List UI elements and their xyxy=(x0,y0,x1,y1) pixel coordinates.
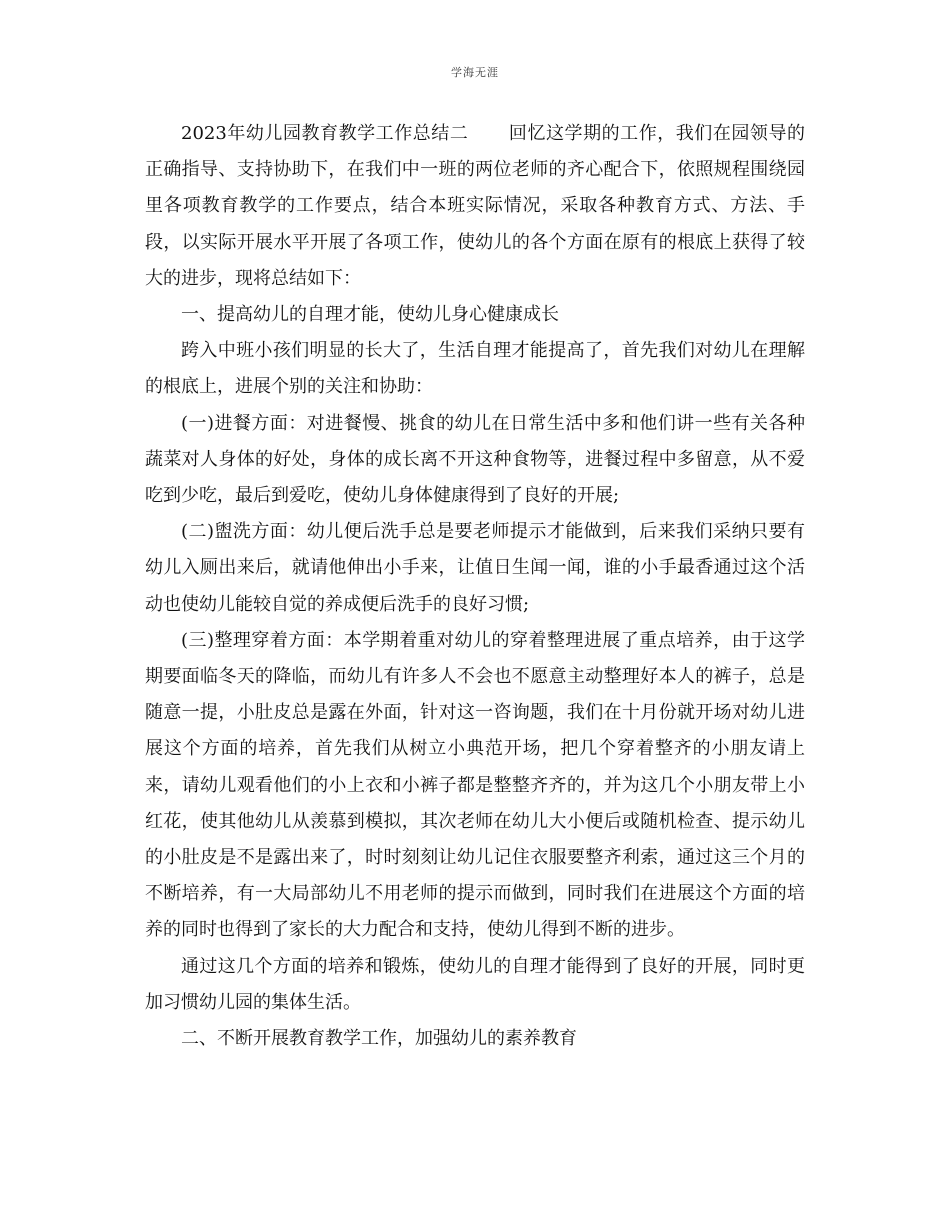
section-heading-2: 二、不断开展教育教学工作，加强幼儿的素养教育 xyxy=(181,1028,577,1050)
page-header: 学海无涯 xyxy=(451,66,499,79)
paragraph-intro xyxy=(145,116,805,297)
intro-text: 回忆这学期的工作，我们在园领导的正确指导、支持协助下，在我们中一班的两位老师的齐心配合下，依照规程围绕园里各项教育教学的工作要点，结合本班实际情况，采取各种教育方式、方法、手段，以实际开展水平开展了各项工作，使幼儿的各个方面在原有的根底上获得了较大的进步，现将总结如下： xyxy=(145,123,806,289)
paragraph: (三)整理穿着方面：本学期着重对幼儿的穿着整理进展了重点培养，由于这学期要面临冬天的降临，而幼儿有许多人不会也不愿意主动整理好本人的裤子，总是随意一提，小肚皮总是露在外面，针对这一咨询题，我们在十月份就开场对幼儿进展这个方面的培养，首先我们从树立小典范开场，把几个穿着整齐的小朋友请上来，请幼儿观看他们的小上衣和小裤子都是整整齐齐的，并为这几个小朋友带上小红花，使其他幼儿从羡慕到模拟，其次老师在幼儿大小便后或随机检查、提示幼儿的小肚皮是不是露出来了，时时刻刻让幼儿记住衣服要整齐利索，通过这三个月的不断培养，有一大局部幼儿不用老师的提示而做到，同时我们在进展这个方面的培养的同时也得到了家长的大力配合和支持，使幼儿得到不断的进步。 xyxy=(145,629,805,941)
document-body xyxy=(145,116,805,1057)
paragraph: 跨入中班小孩们明显的长大了，生活自理才能提高了，首先我们对幼儿在理解的根底上，进展个别的关注和协助： xyxy=(145,340,805,398)
document-title: 2023年幼儿园教育教学工作总结二 xyxy=(181,123,469,144)
paragraph: (一)进餐方面：对进餐慢、挑食的幼儿在日常生活中多和他们讲一些有关各种蔬菜对人身体的好处，身体的成长离不开这种食物等，进餐过程中多留意，从不爱吃到少吃，最后到爱吃，使幼儿身体健康得到了良好的开展; xyxy=(145,412,805,507)
section-heading-1: 一、提高幼儿的自理才能，使幼儿身心健康成长 xyxy=(181,304,559,326)
paragraph: (二)盥洗方面：幼儿便后洗手总是要老师提示才能做到，后来我们采纳只要有幼儿入厕出来后，就请他伸出小手来，让值日生闻一闻，谁的小手最香通过这个活动也使幼儿能较自觉的养成便后洗手的良好习惯; xyxy=(145,521,805,615)
paragraph: 通过这几个方面的培养和锻炼，使幼儿的自理才能得到了良好的开展，同时更加习惯幼儿园的集体生活。 xyxy=(145,955,805,1013)
